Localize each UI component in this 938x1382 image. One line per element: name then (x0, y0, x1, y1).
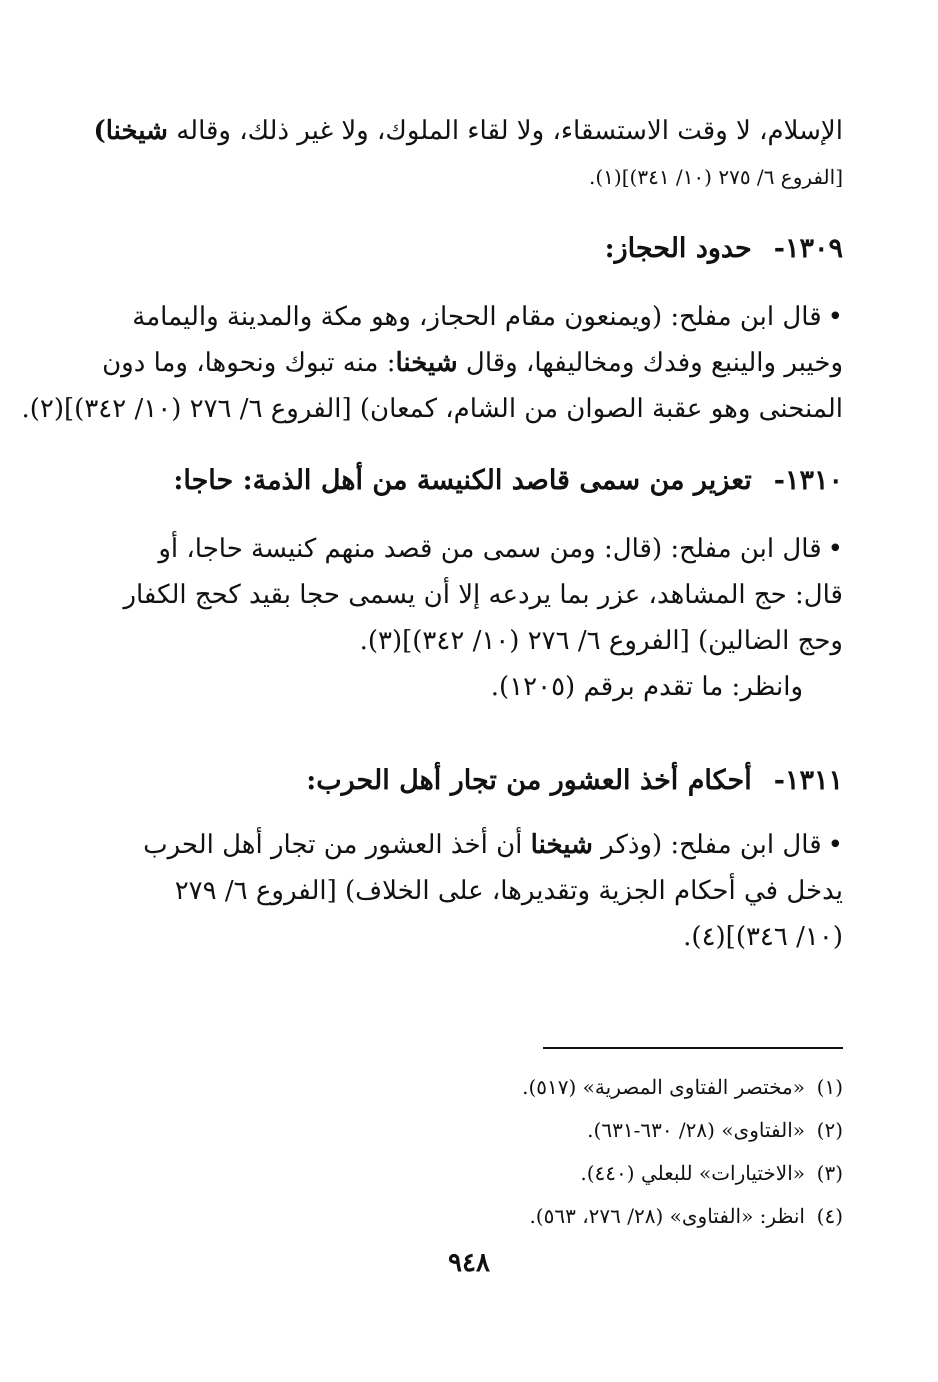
section-number: ١٣٠٩- (773, 233, 843, 264)
bullet-icon: • (827, 302, 843, 332)
footnote-item (98, 1152, 843, 1195)
paragraph-line: قال: حج المشاهد، عزر بما يردعه إلا أن يسمى حجا بقيد كحج الكفار (123, 580, 843, 610)
paragraph-text: قال ابن مفلح: (قال: ومن سمى من قصد منهم كنيسة حاجا، أو (158, 534, 822, 564)
page-number: ٩٤٨ (448, 1248, 490, 1278)
section-title: حدود الحجاز: (604, 233, 752, 264)
footnote-item (98, 1109, 843, 1152)
bullet-icon: • (827, 534, 843, 564)
section-heading-1309 (98, 226, 843, 272)
footnote-text: «مختصر الفتاوى المصرية» (٥١٧). (522, 1075, 805, 1099)
section-title: أحكام أخذ العشور من تجار أهل الحرب: (306, 765, 752, 796)
paragraph-bold-text: شيخنا (530, 830, 593, 860)
footnote-number: (٤) (816, 1204, 843, 1228)
paragraph-line (98, 294, 843, 340)
footnotes (98, 1066, 843, 1238)
paragraph-line (98, 526, 843, 572)
section-1310-paragraph (98, 526, 843, 710)
footnote-item (98, 1195, 843, 1238)
intro-text: الإسلام، لا وقت الاستسقاء، ولا لقاء الملوك، ولا غير ذلك، وقاله (167, 116, 843, 146)
section-number: ١٣١٠- (773, 465, 843, 496)
paragraph-text: وخيبر والينبع وفدك ومخاليفها، وقال (457, 348, 843, 378)
see-also-note: وانظر: ما تقدم برقم (١٢٠٥). (490, 672, 803, 702)
footnote-number: (٢) (816, 1118, 843, 1142)
section-1309-paragraph (21, 294, 843, 432)
section-heading-1311 (98, 758, 843, 804)
paragraph-line: (١٠/ ٣٤٦)](٤). (683, 922, 843, 952)
paragraph-text: : منه تبوك ونحوها، وما دون (102, 348, 396, 378)
section-1311-paragraph (98, 822, 843, 960)
intro-bold-text: شيخنا) (93, 116, 168, 146)
intro-paragraph (93, 108, 843, 200)
footnote-number: (٣) (816, 1161, 843, 1185)
paragraph-line (98, 822, 843, 868)
intro-line (93, 108, 843, 154)
footnote-number: (١) (816, 1075, 843, 1099)
footnote-text: «الفتاوى» (٢٨/ ٦٣٠-٦٣١). (587, 1118, 805, 1142)
paragraph-text: قال ابن مفلح: (وذكر (592, 830, 822, 860)
section-heading-1310 (98, 458, 843, 504)
paragraph-line: المنحنى وهو عقبة الصوان من الشام، كمعان) [الفروع ٦/ ٢٧٦ (١٠/ ٣٤٢)](٢). (21, 394, 843, 424)
bullet-icon: • (827, 830, 843, 860)
section-number: ١٣١١- (773, 765, 843, 796)
paragraph-line: يدخل في أحكام الجزية وتقديرها، على الخلاف) [الفروع ٦/ ٢٧٩ (174, 876, 843, 906)
paragraph-text: أن أخذ العشور من تجار أهل الحرب (143, 830, 531, 860)
footnote-text: انظر: «الفتاوى» (٢٨/ ٢٧٦، ٥٦٣). (529, 1204, 805, 1228)
paragraph-line (98, 340, 843, 386)
footnote-text: «الاختيارات» للبعلي (٤٤٠). (580, 1161, 805, 1185)
footnote-divider (543, 1047, 843, 1049)
paragraph-bold-text: شيخنا (395, 348, 458, 378)
section-title: تعزير من سمى قاصد الكنيسة من أهل الذمة: حاجا: (173, 465, 752, 496)
intro-reference: [الفروع ٦/ ٢٧٥ (١٠/ ٣٤١)](١). (589, 165, 843, 189)
paragraph-text: قال ابن مفلح: (ويمنعون مقام الحجاز، وهو مكة والمدينة واليمامة (132, 302, 822, 332)
paragraph-line: وحج الضالين) [الفروع ٦/ ٢٧٦ (١٠/ ٣٤٢)](٣). (359, 626, 843, 656)
footnote-item (98, 1066, 843, 1109)
